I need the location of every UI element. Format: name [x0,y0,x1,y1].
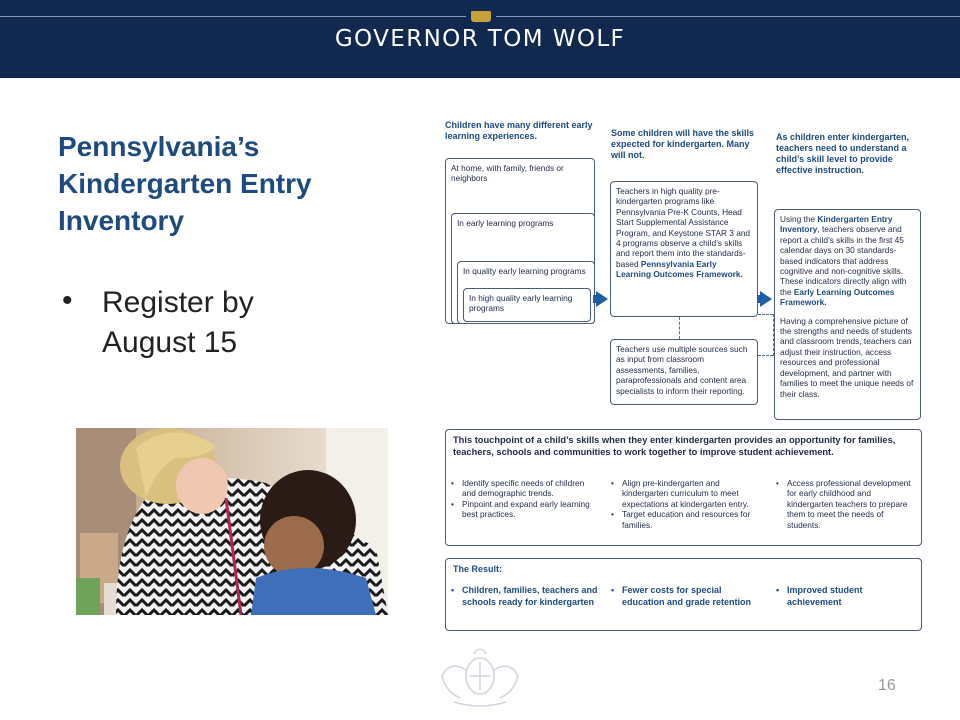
prek-reporting-text: Teachers in high quality pre-kindergarten programs like Pennsylvania Pre-K Counts, Head Start Supplemental Assistance Program, and Keystone STAR 3 and 4 programs observe a child’s skills and report them into the standards-based [616,186,751,269]
experience-box-label: In early learning programs [457,218,554,228]
list-item: • Identify specific needs of children and demographic trends. [450,478,598,499]
list-item: • Pinpoint and expand early learning best practices. [450,499,598,520]
header-banner [0,0,960,78]
result-box [445,558,922,631]
connector-dashed-horizontal [758,355,773,356]
experience-box-high-quality [463,288,591,322]
list-item: • Target education and resources for families. [610,509,760,530]
teacher-child-photo [76,428,388,615]
kei-infographic [443,118,923,633]
kei-description-box [774,209,921,420]
kei-text-b: Kindergarten Entry Inventory [780,214,893,235]
page-number: 16 [878,677,896,694]
pennsylvania-seal-icon [430,640,530,710]
kei-description-paragraph [780,214,915,308]
col3-heading: As children enter kindergarten, teachers need to understand a child’s skill level to provide effective instruction. [776,132,910,175]
prek-reporting-box [610,181,758,317]
prek-reporting-framework: Pennsylvania Early Learning Outcomes Framework. [616,258,743,280]
flow-arrow-right-icon [596,291,608,307]
bullet-marker: • [62,284,73,317]
col1-heading: Children have many different early learning experiences. [445,120,593,141]
list-item: • Fewer costs for special education and grade retention [610,584,760,608]
kei-benefits-paragraph: Having a comprehensive picture of the strengths and needs of students and classroom trends, teachers can adjust their instruction, access resources and professional development, and partner with families to meet the unique needs of their class. [780,315,914,399]
list-item: • Access professional development for early childhood and kindergarten teachers to prepare them to meet the needs of students. [775,478,917,530]
result-column-1 [450,584,598,608]
bullet-text: Register by August 15 [102,286,254,359]
experience-box-label: At home, with family, friends or neighbors [451,163,564,184]
touchpoint-box [445,429,922,546]
list-item: • Children, families, teachers and schools ready for kindergarten [450,584,598,608]
connector-dashed-vertical [679,317,680,339]
kei-text-d: Early Learning Outcomes Framework. [780,286,895,308]
kei-text-a: Using the [780,214,818,224]
banner-rule-left [0,16,466,17]
experience-box-label: In quality early learning programs [463,266,586,276]
flow-arrow-right-icon [760,291,772,307]
touchpoint-title: This touchpoint of a child’s skills when they enter kindergarten provides an opportunity for families, teachers, schools and communities to work together to improve student achievement. [453,435,896,457]
kei-text-c: , teachers observe and report a child’s skills in the first 45 calendar days on 30 standards-based indicators that address cognitive and non-cognitive skills. These indicators directly align with the [780,224,907,297]
banner-title: GOVERNOR TOM WOLF [334,26,626,52]
multiple-sources-text: Teachers use multiple sources such as input from classroom assessments, families, paraprofessionals and content area specialists to inform their reporting. [616,344,748,396]
result-title: The Result: [453,564,503,574]
connector-dashed-horizontal [758,314,773,315]
slide-title: Pennsylvania’s Kindergarten Entry Inventory [58,131,312,236]
multiple-sources-box [610,339,758,405]
result-column-3 [775,584,917,608]
keystone-icon [471,11,491,22]
touchpoint-column-2 [610,478,760,530]
col2-heading: Some children will have the skills expected for kindergarten. Many will not. [611,128,755,160]
touchpoint-column-3 [775,478,917,530]
touchpoint-column-1 [450,478,598,520]
banner-rule-right [496,16,960,17]
result-column-2 [610,584,760,608]
list-item: • Align pre-kindergarten and kindergarten curriculum to meet expectations at kindergarten entry. [610,478,760,509]
list-item: • Improved student achievement [775,584,917,608]
experience-box-label: In high quality early learning programs [469,293,573,314]
